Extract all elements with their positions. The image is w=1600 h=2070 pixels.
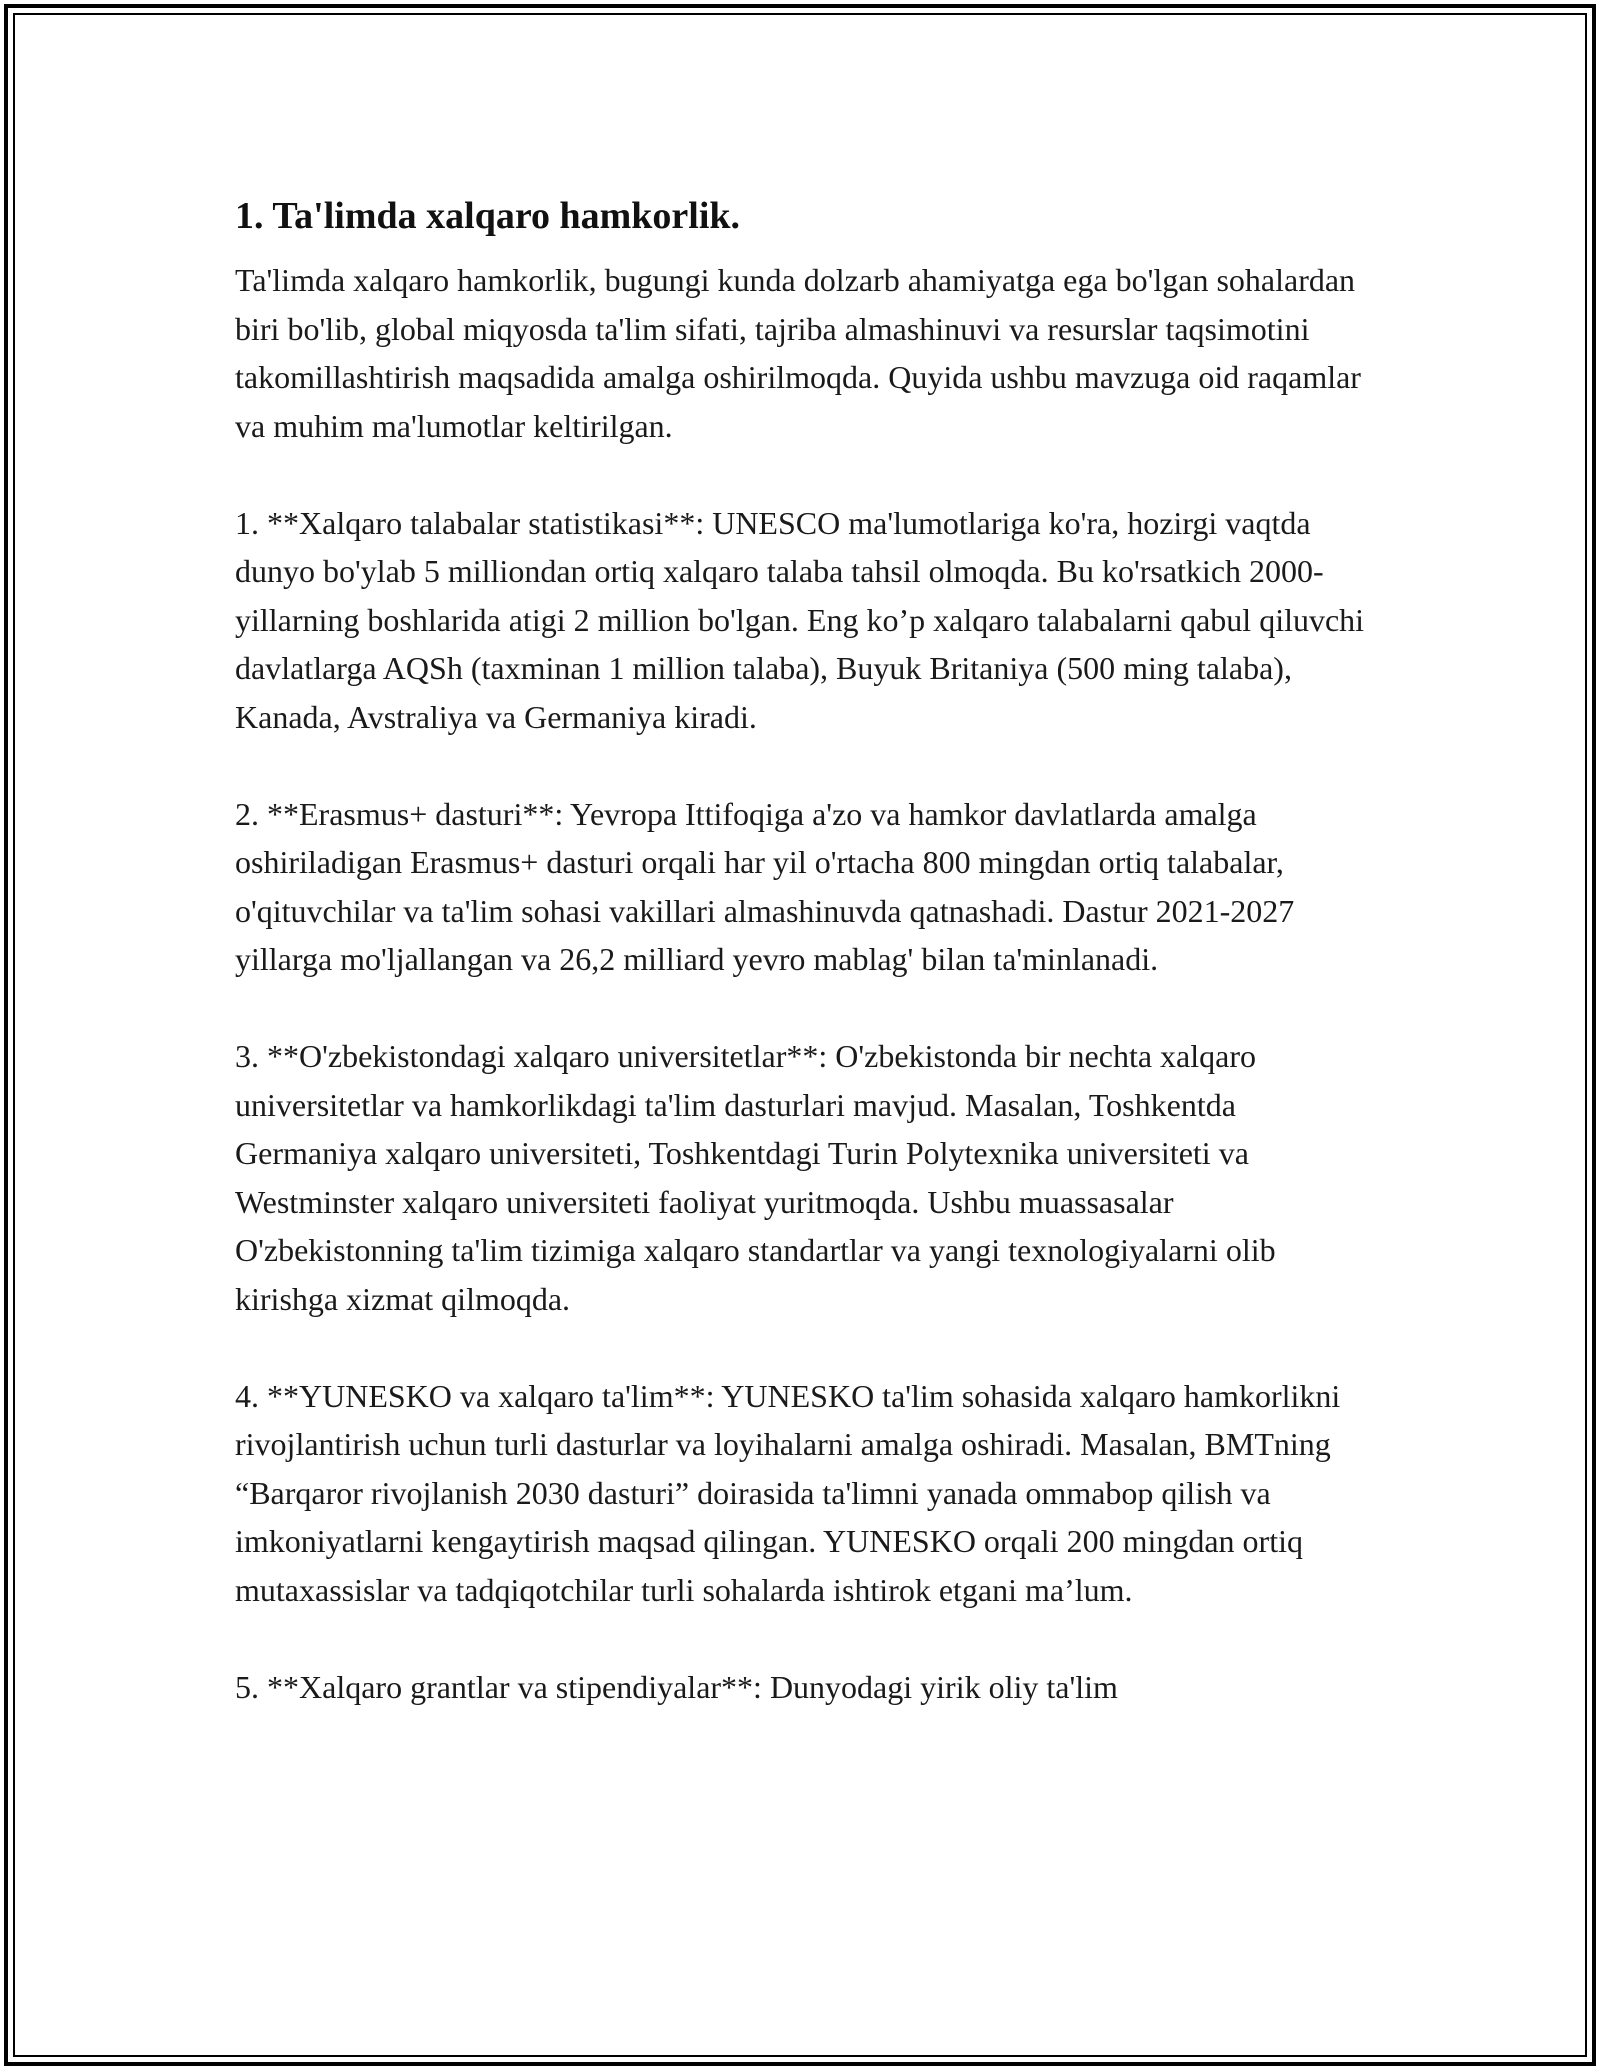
paragraph-erasmus: 2. **Erasmus+ dasturi**: Yevropa Ittifoqiga a'zo va hamkor davlatlarda amalga oshiriladigan Erasmus+ dasturi orqali har yil o'rtacha 800 mingdan ortiq talabalar, o'qituvchilar va ta'lim sohasi vakillari almashinuvda qatnashadi. Dastur 2021-2027 yillarga mo'ljallangan va 26,2 milliard yevro mablag' bilan ta'minlanadi. [235,795,1295,977]
paragraph-grants: 5. **Xalqaro grantlar va stipendiyalar**: Dunyodagi yirik oliy ta'lim [235,1668,1118,1705]
section-title: 1. Ta'limda xalqaro hamkorlik. [235,195,741,237]
intro-paragraph: Ta'limda xalqaro hamkorlik, bugungi kunda dolzarb ahamiyatga ega bo'lgan sohalardan biri bo'lib, global miqyosda ta'lim sifati, tajriba almashinuvi va resurslar taqsimotini takomillashtirish maqsadida amalga oshirilmoqda. Quyida ushbu mavzuga oid raqamlar va muhim ma'lumotlar keltirilgan. [235,262,1361,444]
paragraph-international-students: 1. **Xalqaro talabalar statistikasi**: UNESCO ma'lumotlariga ko'ra, hozirgi vaqtda dunyo bo'ylab 5 milliondan ortiq xalqaro talaba tahsil olmoqda. Bu ko'rsatkich 2000-yillarning boshlarida atigi 2 million bo'lgan. Eng ko’p xalqaro talabalarni qabul qiluvchi davlatlarga AQSh (taxminan 1 million talaba), Buyuk Britaniya (500 ming talaba), Kanada, Avstraliya va Germaniya kiradi. [235,504,1365,735]
paragraph-unesco: 4. **YUNESKO va xalqaro ta'lim**: YUNESKO ta'lim sohasida xalqaro hamkorlikni rivojlantirish uchun turli dasturlar va loyihalarni amalga oshiradi. Masalan, BMTning “Barqaror rivojlanish 2030 dasturi” doirasida ta'limni yanada ommabop qilish va imkoniyatlarni kengaytirish maqsad qilingan. YUNESKO orqali 200 mingdan ortiq mutaxassislar va tadqiqotchilar turli sohalarda ishtirok etgani ma’lum. [235,1377,1341,1608]
paragraph-uzbekistan-universities: 3. **O'zbekistondagi xalqaro universitetlar**: O'zbekistonda bir nechta xalqaro universitetlar va hamkorlikdagi ta'lim dasturlari mavjud. Masalan, Toshkentda Germaniya xalqaro universiteti, Toshkentdagi Turin Polytexnika universiteti va Westminster xalqaro universiteti faoliyat yuritmoqda. Ushbu muassasalar O'zbekistonning ta'lim tizimiga xalqaro standartlar va yangi texnologiyalarni olib kirishga xizmat qilmoqda. [235,1038,1276,1317]
document-body [235,188,1375,1711]
